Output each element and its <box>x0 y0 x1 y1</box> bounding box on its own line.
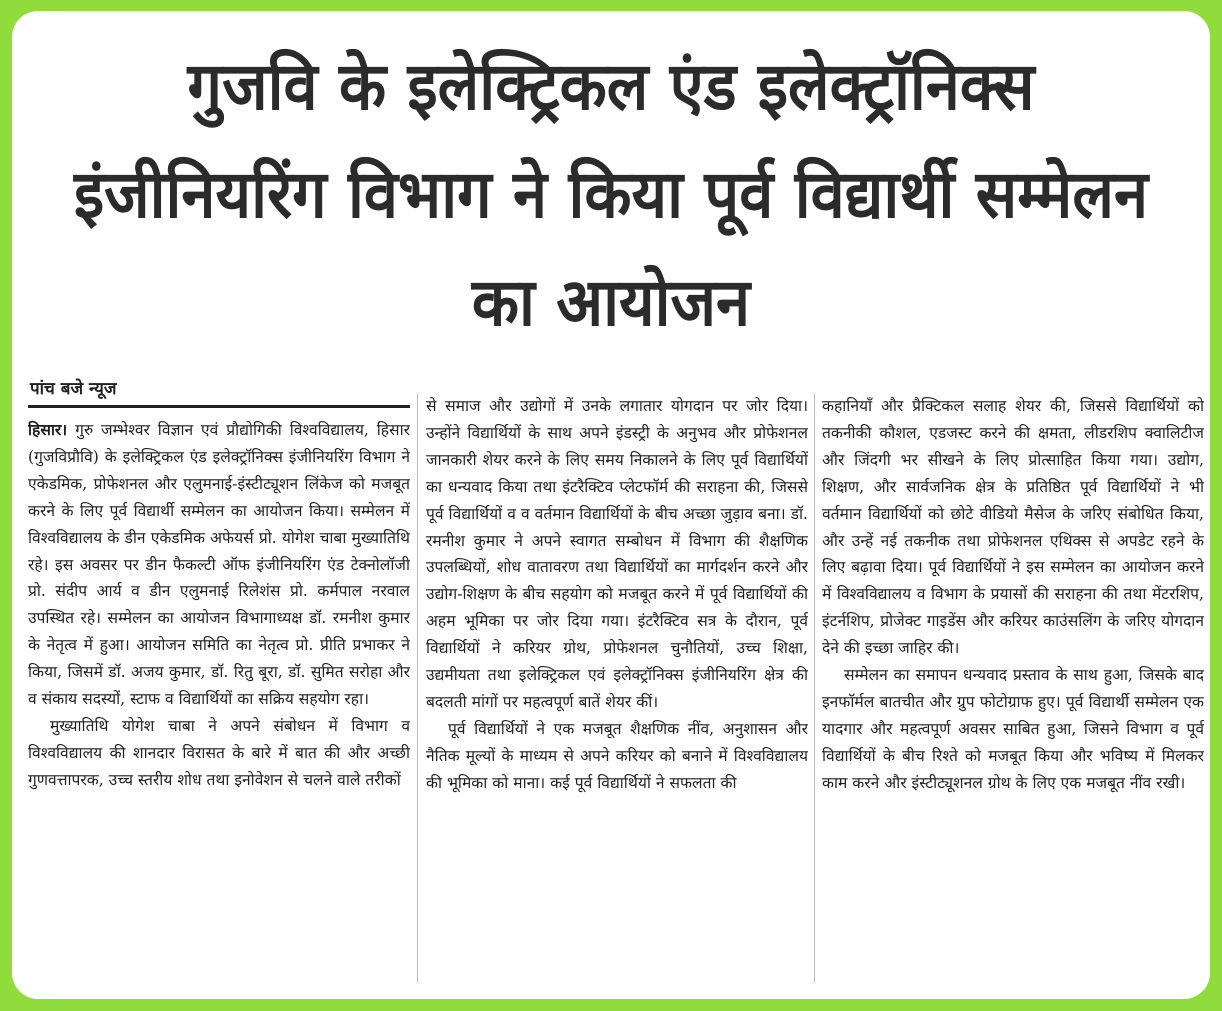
column-1-paragraph-1-text: गुरु जम्भेश्वर विज्ञान एवं प्रौद्योगिकी विश्वविद्यालय, हिसार (गुजविप्रौवि) के इलेक्ट्रिकल एंड इलेक्ट्रॉनिक्स इंजीनियरिंग विभाग ने एकेडमिक, प्रोफेशनल और एलुमनाई-इंस्टीट्यूशन लिंकेज को मजबूत करने के लिए पूर्व विद्यार्थी सम्मेलन का आयोजन किया। सम्मेलन में विश्वविद्यालय के डीन एकेडमिक अफेयर्स प्रो. योगेश चाबा मुख्यातिथि रहे। इस अवसर पर डीन फैकल्टी ऑफ इंजीनियरिंग एंड टेक्नोलॉजी प्रो. संदीप आर्य व डीन एलुमनाई रिलेशंस प्रो. कर्मपाल नरवाल उपस्थित रहे। सम्मेलन का आयोजन विभागाध्यक्ष डॉ. रमनीश कुमार के नेतृत्व में हुआ। आयोजन समिति का नेतृत्व प्रो. प्रीति प्रभाकर ने किया, जिसमें डॉ. अजय कुमार, डॉ. रितु बूरा, डॉ. सुमित सरोहा और व संकाय सदस्यों, स्टाफ व विद्यार्थियों का सक्रिय सहयोग रहा। <box>28 421 410 709</box>
column-3-paragraph-1: कहानियाँ और प्रैक्टिकल सलाह शेयर की, जिससे विद्यार्थियों को तकनीकी कौशल, एडजस्ट करने की क्षमता, लीडरशिप क्वालिटीज और जिंदगी भर सीखने के लिए प्रोत्साहित किया गया। उद्योग, शिक्षण, और सार्वजनिक क्षेत्र के प्रतिष्ठित पूर्व विद्यार्थियों ने भी वर्तमान विद्यार्थियों को छोटे वीडियो मैसेज के जरिए संबोधित किया, और उन्हें नई तकनीक तथा प्रोफेशनल एथिक्स से अपडेट रहने के लिए बढ़ावा दिया। पूर्व विद्यार्थियों ने इस सम्मेलन का आयोजन करने में विश्वविद्यालय व विभाग के प्रयासों की सराहना की तथा मेंटरशिप, इंटर्नशिप, प्रोजेक्ट गाइडेंस और करियर काउंसलिंग के जरिए योगदान देने की इच्छा जाहिर की। <box>822 397 1204 658</box>
column-1-paragraph-1 <box>28 417 410 713</box>
newspaper-clipping <box>12 11 1210 999</box>
column-1-paragraph-2: मुख्यातिथि योगेश चाबा ने अपने संबोधन में विभाग व विश्वविद्यालय की शानदार विरासत के बारे में बात की और अच्छी गुणवत्तापरक, उच्च स्तरीय शोध तथा इनोवेशन से चलने वाले तरीकों <box>28 716 410 789</box>
headline: गुजवि के इलेक्ट्रिकल एंड इलेक्ट्रॉनिक्स इंजीनियरिंग विभाग ने किया पूर्व विद्यार्थी सम्मेलन का आयोजन <box>73 48 1149 341</box>
byline-rule <box>28 405 410 408</box>
column-divider <box>814 393 815 983</box>
article-column-2 <box>426 393 808 997</box>
column-divider <box>417 393 418 983</box>
byline: पांच बजे न्यूज <box>30 379 117 399</box>
article-column-3 <box>822 393 1204 997</box>
column-2-paragraph-2: पूर्व विद्यार्थियों ने एक मजबूत शैक्षणिक नींव, अनुशासन और नैतिक मूल्यों के माध्यम से अपने करियर को बनाने में विश्वविद्यालय की भूमिका को माना। कई पूर्व विद्यार्थियों ने सफलता की <box>426 719 808 792</box>
article-column-1 <box>28 417 410 997</box>
column-3-paragraph-2: सम्मेलन का समापन धन्यवाद प्रस्ताव के साथ हुआ, जिसके बाद इनफॉर्मल बातचीत और ग्रुप फोटोग्राफ हुए। पूर्व विद्यार्थी सम्मेलन एक यादगार और महत्वपूर्ण अवसर साबित हुआ, जिसने विभाग व पूर्व विद्यार्थियों के बीच रिश्ते को मजबूत किया और भविष्य में मिलकर काम करने और इंस्टीट्यूशनल ग्रोथ के लिए एक मजबूत नींव रखी। <box>822 666 1204 792</box>
column-2-paragraph-1: से समाज और उद्योगों में उनके लगातार योगदान पर जोर दिया। उन्होंने विद्यार्थियों के साथ अपने इंडस्ट्री के अनुभव और प्रोफेशनल जानकारी शेयर करने के लिए समय निकालने के लिए पूर्व विद्यार्थियों का धन्यवाद किया तथा इंटरैक्टिव प्लेटफॉर्म की सराहना की, जिससे पूर्व विद्यार्थियों व व वर्तमान विद्यार्थियों के बीच अच्छा जुड़ाव बना। डॉ. रमनीश कुमार ने अपने स्वागत सम्बोधन में विभाग की शैक्षणिक उपलब्धियों, शोध वातावरण तथा विद्यार्थियों का मार्गदर्शन करने और उद्योग-शिक्षण के बीच सहयोग को मजबूत करने में पूर्व विद्यार्थियों की अहम भूमिका पर जोर दिया गया। इंटरैक्टिव सत्र के दौरान, पूर्व विद्यार्थियों ने करियर ग्रोथ, प्रोफेशनल चुनौतियों, उच्च शिक्षा, उद्यमीयता तथा इलेक्ट्रिकल एवं इलेक्ट्रॉनिक्स इंजीनियरिंग क्षेत्र की बदलती मांगों पर महत्वपूर्ण बातें शेयर कीं। <box>426 397 808 711</box>
dateline: हिसार। <box>28 420 68 439</box>
